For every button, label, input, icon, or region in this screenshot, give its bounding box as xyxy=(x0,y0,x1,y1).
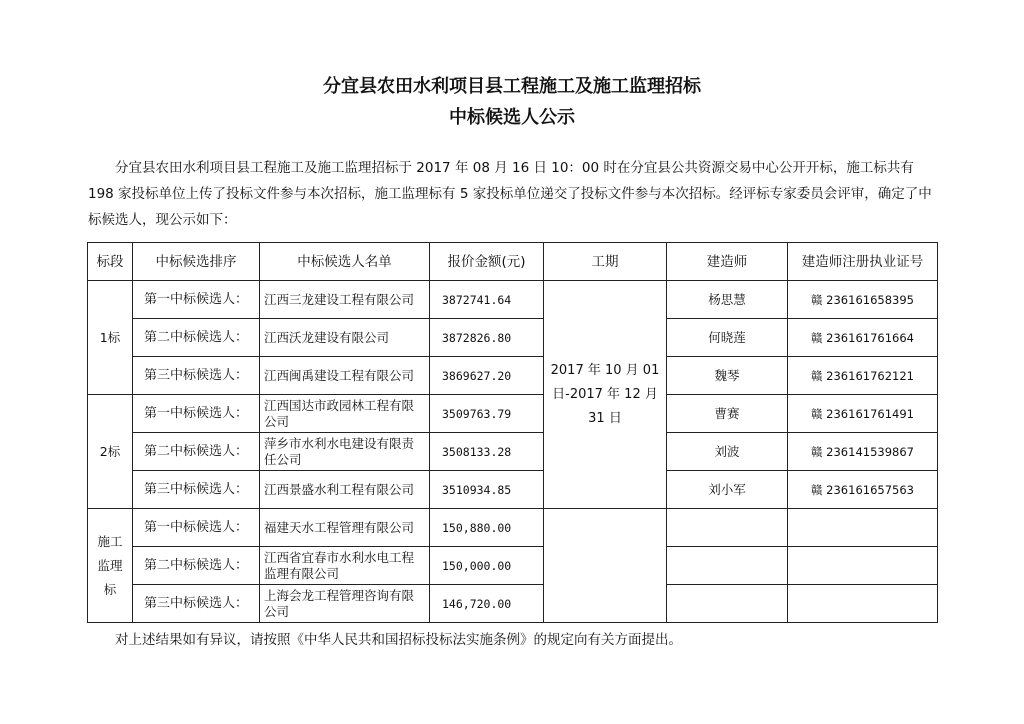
table-row xyxy=(88,585,938,623)
candidate-cell: 萍乡市水利水电建设有限责任公司 xyxy=(260,433,430,471)
rank-cell: 第一中标候选人： xyxy=(133,281,260,319)
table-row xyxy=(88,395,938,433)
table-row xyxy=(88,319,938,357)
builder-cell: 曹赛 xyxy=(667,395,788,433)
candidate-cell: 江西国达市政园林工程有限公司 xyxy=(260,395,430,433)
amount-cell: 3872826.80 xyxy=(430,319,544,357)
candidate-cell: 江西闽禹建设工程有限公司 xyxy=(260,357,430,395)
section-cell: 施工监理标 xyxy=(88,509,133,623)
rank-cell: 第一中标候选人： xyxy=(133,509,260,547)
candidate-cell: 福建天水工程管理有限公司 xyxy=(260,509,430,547)
intro-paragraph xyxy=(88,155,938,233)
license-cell: 赣 236141539867 xyxy=(788,433,938,471)
license-cell: 赣 236161761491 xyxy=(788,395,938,433)
amount-cell: 3510934.85 xyxy=(430,471,544,509)
rank-cell: 第二中标候选人： xyxy=(133,433,260,471)
table-row xyxy=(88,433,938,471)
rank-cell: 第一中标候选人： xyxy=(133,395,260,433)
document-subtitle: 中标候选人公示 xyxy=(449,107,575,128)
header-builder: 建造师 xyxy=(667,243,788,281)
license-cell xyxy=(788,585,938,623)
table-row xyxy=(88,547,938,585)
header-rank: 中标候选排序 xyxy=(133,243,260,281)
candidate-cell: 上海会龙工程管理咨询有限公司 xyxy=(260,585,430,623)
section-cell: 2标 xyxy=(88,395,133,509)
header-section: 标段 xyxy=(88,243,133,281)
amount-cell: 3872741.64 xyxy=(430,281,544,319)
builder-cell: 杨思慧 xyxy=(667,281,788,319)
amount-cell: 150,880.00 xyxy=(430,509,544,547)
table-row xyxy=(88,357,938,395)
builder-cell xyxy=(667,509,788,547)
table-row xyxy=(88,509,938,547)
footer-note: 对上述结果如有异议，请按照《中华人民共和国招标投标法实施条例》的规定向有关方面提出。 xyxy=(115,632,682,648)
amount-cell: 3508133.28 xyxy=(430,433,544,471)
rank-cell: 第三中标候选人： xyxy=(133,471,260,509)
candidates-table xyxy=(87,242,938,623)
table-row xyxy=(88,471,938,509)
table-row xyxy=(88,281,938,319)
amount-cell: 3869627.20 xyxy=(430,357,544,395)
rank-cell: 第二中标候选人： xyxy=(133,319,260,357)
builder-cell: 刘小军 xyxy=(667,471,788,509)
builder-cell xyxy=(667,547,788,585)
license-cell: 赣 236161762121 xyxy=(788,357,938,395)
header-license: 建造师注册执业证号 xyxy=(788,243,938,281)
license-cell: 赣 236161658395 xyxy=(788,281,938,319)
table-header-row xyxy=(88,243,938,281)
rank-cell: 第三中标候选人： xyxy=(133,357,260,395)
header-period: 工期 xyxy=(544,243,667,281)
intro-text: 分宜县农田水利项目县工程施工及施工监理招标于 2017 年 08 月 16 日 10：00 时在分宜县公共资源交易中心公开开标，施工标共有 198 家投标单位上传了投标文件参与本次招标，施工监理标有 5 家投标单位递交了投标文件参与本次招标。经评标专家委员会评审，确定了中标候选人，现公示如下： xyxy=(88,160,932,228)
amount-cell: 150,000.00 xyxy=(430,547,544,585)
license-cell xyxy=(788,509,938,547)
header-candidate: 中标候选人名单 xyxy=(260,243,430,281)
rank-cell: 第二中标候选人： xyxy=(133,547,260,585)
document-title: 分宜县农田水利项目县工程施工及施工监理招标 xyxy=(323,76,701,97)
header-amount: 报价金额(元) xyxy=(430,243,544,281)
license-cell xyxy=(788,547,938,585)
builder-cell: 刘波 xyxy=(667,433,788,471)
section-cell: 1标 xyxy=(88,281,133,395)
candidate-cell: 江西三龙建设工程有限公司 xyxy=(260,281,430,319)
candidate-cell: 江西沃龙建设有限公司 xyxy=(260,319,430,357)
period-cell-empty xyxy=(544,509,667,623)
period-cell: 2017 年 10 月 01 日-2017 年 12 月 31 日 xyxy=(544,281,667,509)
amount-cell: 146,720.00 xyxy=(430,585,544,623)
amount-cell: 3509763.79 xyxy=(430,395,544,433)
builder-cell: 何晓莲 xyxy=(667,319,788,357)
rank-cell: 第三中标候选人： xyxy=(133,585,260,623)
candidate-cell: 江西景盛水利工程有限公司 xyxy=(260,471,430,509)
builder-cell: 魏琴 xyxy=(667,357,788,395)
license-cell: 赣 236161657563 xyxy=(788,471,938,509)
license-cell: 赣 236161761664 xyxy=(788,319,938,357)
candidate-cell: 江西省宜春市水利水电工程监理有限公司 xyxy=(260,547,430,585)
builder-cell xyxy=(667,585,788,623)
